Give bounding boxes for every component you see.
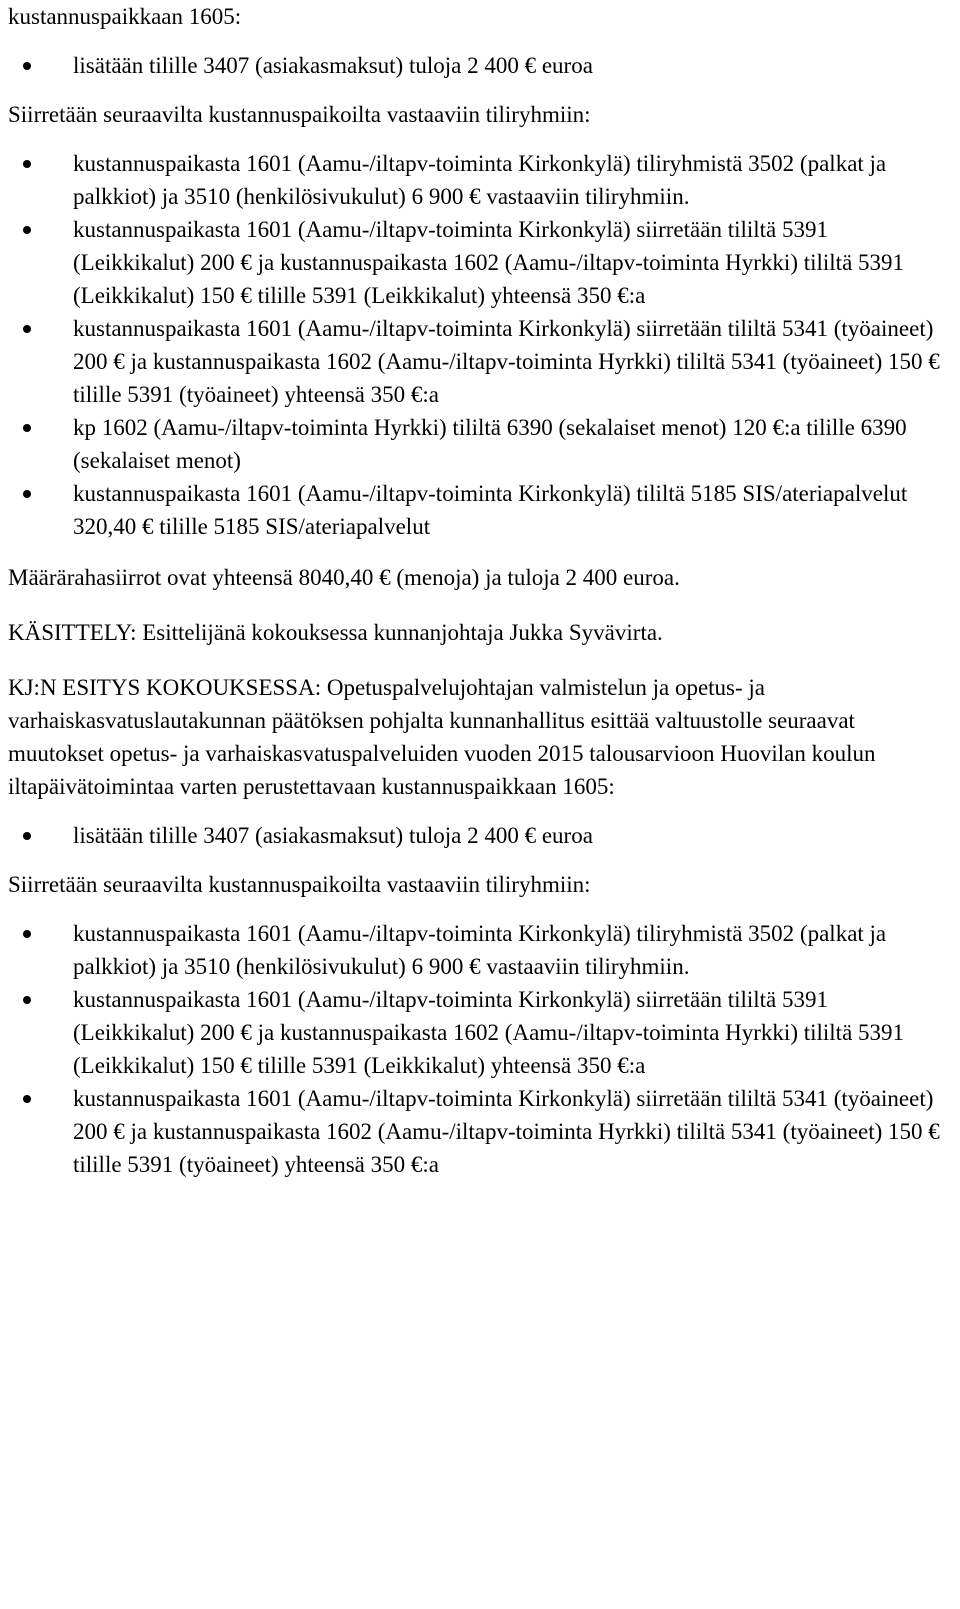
- list-item-text: kustannuspaikasta 1601 (Aamu-/iltapv-toiminta Kirkonkylä) tiliryhmistä 3502 (palkat ja palkkiot) ja 3510 (henkilösivukulut) 6 900 € vastaaviin tiliryhmiin.: [73, 151, 887, 209]
- transfer-list: [8, 147, 953, 543]
- esitys-transfer-intro: Siirretään seuraavilta kustannuspaikoilta vastaaviin tiliryhmiin:: [8, 872, 591, 897]
- esitys-paragraph: KJ:N ESITYS KOKOUKSESSA: Opetuspalvelujohtajan valmistelun ja opetus- ja varhaiskasvatuslautakunnan päätöksen pohjalta kunnanhallitus esittää valtuustolle seuraavat muutokset opetus- ja varhaiskasvatuspalveluiden vuoden 2015 talousarvioon Huovilan koulun iltapäivätoimintaa varten perustettavaan kustannuspaikkaan 1605:: [8, 675, 876, 799]
- bullet-icon: [23, 930, 31, 938]
- bullet-icon: [23, 832, 31, 840]
- list-item-text: kustannuspaikasta 1601 (Aamu-/iltapv-toiminta Kirkonkylä) tililtä 5185 SIS/ateriapalvelut 320,40 € tilille 5185 SIS/ateriapalvelut: [73, 481, 908, 539]
- esitys-income-list: [8, 819, 953, 852]
- bullet-icon: [23, 160, 31, 168]
- list-item: [8, 917, 953, 983]
- list-item: [8, 49, 953, 82]
- list-item-text: kustannuspaikasta 1601 (Aamu-/iltapv-toiminta Kirkonkylä) tiliryhmistä 3502 (palkat ja palkkiot) ja 3510 (henkilösivukulut) 6 900 € vastaaviin tiliryhmiin.: [73, 921, 887, 979]
- total-summary: Määrärahasiirrot ovat yhteensä 8040,40 € (menoja) ja tuloja 2 400 euroa.: [8, 565, 680, 590]
- list-item: [8, 147, 953, 213]
- list-item-text: lisätään tilille 3407 (asiakasmaksut) tuloja 2 400 € euroa: [73, 823, 593, 848]
- bullet-icon: [23, 62, 31, 70]
- bullet-icon: [23, 490, 31, 498]
- list-item-text: lisätään tilille 3407 (asiakasmaksut) tuloja 2 400 € euroa: [73, 53, 593, 78]
- list-item: [8, 411, 953, 477]
- bullet-icon: [23, 325, 31, 333]
- esitys-transfer-list: [8, 917, 953, 1181]
- list-item-text: kustannuspaikasta 1601 (Aamu-/iltapv-toiminta Kirkonkylä) siirretään tililtä 5341 (työaineet) 200 € ja kustannuspaikasta 1602 (Aamu-/iltapv-toiminta Hyrkki) tililtä 5341 (työaineet) 150 € tilille 5391 (työaineet) yhteensä 350 €:a: [73, 316, 940, 407]
- list-item-text: kustannuspaikasta 1601 (Aamu-/iltapv-toiminta Kirkonkylä) siirretään tililtä 5391 (Leikkikalut) 200 € ja kustannuspaikasta 1602 (Aamu-/iltapv-toiminta Hyrkki) tililtä 5391 (Leikkikalut) 150 € tilille 5391 (Leikkikalut) yhteensä 350 €:a: [73, 217, 905, 308]
- document-page: [8, 0, 953, 1181]
- list-item-text: kp 1602 (Aamu-/iltapv-toiminta Hyrkki) tililtä 6390 (sekalaiset menot) 120 €:a tilille 6390 (sekalaiset menot): [73, 415, 907, 473]
- list-item-text: kustannuspaikasta 1601 (Aamu-/iltapv-toiminta Kirkonkylä) siirretään tililtä 5391 (Leikkikalut) 200 € ja kustannuspaikasta 1602 (Aamu-/iltapv-toiminta Hyrkki) tililtä 5391 (Leikkikalut) 150 € tilille 5391 (Leikkikalut) yhteensä 350 €:a: [73, 987, 905, 1078]
- list-item-text: kustannuspaikasta 1601 (Aamu-/iltapv-toiminta Kirkonkylä) siirretään tililtä 5341 (työaineet) 200 € ja kustannuspaikasta 1602 (Aamu-/iltapv-toiminta Hyrkki) tililtä 5341 (työaineet) 150 € tilille 5391 (työaineet) yhteensä 350 €:a: [73, 1086, 940, 1177]
- transfer-intro: Siirretään seuraavilta kustannuspaikoilta vastaaviin tiliryhmiin:: [8, 102, 591, 127]
- bullet-icon: [23, 226, 31, 234]
- bullet-icon: [23, 424, 31, 432]
- list-item: [8, 477, 953, 543]
- bullet-icon: [23, 996, 31, 1004]
- list-item: [8, 819, 953, 852]
- bullet-icon: [23, 1095, 31, 1103]
- intro-tail: kustannuspaikkaan 1605:: [8, 4, 242, 29]
- list-item: [8, 312, 953, 411]
- kasittely-paragraph: KÄSITTELY: Esittelijänä kokouksessa kunnanjohtaja Jukka Syvävirta.: [8, 620, 663, 645]
- list-item: [8, 1082, 953, 1181]
- list-item: [8, 983, 953, 1082]
- list-item: [8, 213, 953, 312]
- income-list: [8, 49, 953, 82]
